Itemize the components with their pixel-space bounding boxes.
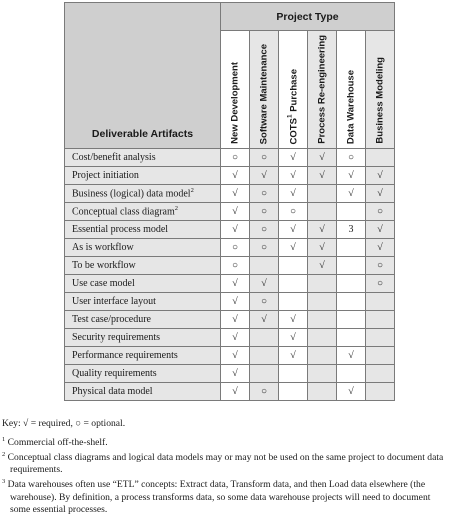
table-cell: ○ xyxy=(221,149,250,167)
table-cell xyxy=(279,383,308,401)
table-cell: √ xyxy=(279,347,308,365)
table-cell xyxy=(308,311,337,329)
row-label: Project initiation xyxy=(65,167,221,185)
table-cell: √ xyxy=(337,383,366,401)
row-label: Performance requirements xyxy=(65,347,221,365)
table-cell xyxy=(308,293,337,311)
table-cell xyxy=(279,275,308,293)
table-cell: ○ xyxy=(250,293,279,311)
table-row xyxy=(65,203,395,221)
table-cell: √ xyxy=(250,311,279,329)
table-cell xyxy=(366,365,395,383)
table-row xyxy=(65,311,395,329)
table-cell xyxy=(366,149,395,167)
table-row xyxy=(65,257,395,275)
table-cell xyxy=(337,239,366,257)
table-cell xyxy=(366,293,395,311)
row-label: As is workflow xyxy=(65,239,221,257)
table-cell: √ xyxy=(221,203,250,221)
table-cell: √ xyxy=(337,347,366,365)
table-cell: ○ xyxy=(337,149,366,167)
footnote-2: $^2$ Conceptual class diagrams and logical data models may or may not be used on the same project to document data requirements. xyxy=(2,451,444,476)
table-row xyxy=(65,293,395,311)
table-cell: √ xyxy=(337,185,366,203)
table-cell xyxy=(337,329,366,347)
table-cell: √ xyxy=(279,239,308,257)
row-label: Use case model xyxy=(65,275,221,293)
table-cell: √ xyxy=(279,329,308,347)
column-header-business-modeling: Business Modeling xyxy=(366,31,395,149)
table-cell: √ xyxy=(221,185,250,203)
notes xyxy=(2,418,452,516)
table-cell: √ xyxy=(279,311,308,329)
row-label: Test case/procedure xyxy=(65,311,221,329)
table-cell: √ xyxy=(221,329,250,347)
table-cell xyxy=(366,347,395,365)
table-cell: √ xyxy=(337,167,366,185)
table-cell xyxy=(308,383,337,401)
table-cell: √ xyxy=(279,185,308,203)
table-cell: √ xyxy=(308,167,337,185)
table-cell: √ xyxy=(366,167,395,185)
table-cell: ○ xyxy=(279,203,308,221)
deliverables-table xyxy=(64,2,395,401)
row-label: Security requirements xyxy=(65,329,221,347)
row-label: Essential process model xyxy=(65,221,221,239)
table-cell xyxy=(366,383,395,401)
table-cell: √ xyxy=(366,185,395,203)
table-cell xyxy=(250,329,279,347)
table-cell: √ xyxy=(308,221,337,239)
row-label: To be workflow xyxy=(65,257,221,275)
table-cell: √ xyxy=(279,167,308,185)
table-cell: √ xyxy=(221,347,250,365)
table-cell: √ xyxy=(250,275,279,293)
table-row xyxy=(65,347,395,365)
table-cell xyxy=(337,275,366,293)
table-cell: ○ xyxy=(221,257,250,275)
table-cell xyxy=(337,311,366,329)
table-cell xyxy=(337,203,366,221)
table-cell xyxy=(337,257,366,275)
table-cell xyxy=(250,257,279,275)
table-cell xyxy=(250,347,279,365)
table-cell: √ xyxy=(221,365,250,383)
column-header-process-reengineering: Process Re-engineering xyxy=(308,31,337,149)
table-row xyxy=(65,149,395,167)
table-row xyxy=(65,275,395,293)
table-cell xyxy=(308,185,337,203)
table-row xyxy=(65,383,395,401)
table-cell xyxy=(337,293,366,311)
column-header-data-warehouse: Data Warehouse xyxy=(337,31,366,149)
table-cell xyxy=(308,365,337,383)
table-row xyxy=(65,221,395,239)
table-cell xyxy=(279,365,308,383)
table-cell xyxy=(279,257,308,275)
table-cell: ○ xyxy=(366,257,395,275)
table-cell xyxy=(279,293,308,311)
table-cell: √ xyxy=(308,257,337,275)
table-cell: √ xyxy=(221,221,250,239)
table-cell: √ xyxy=(221,383,250,401)
table-cell: 3 xyxy=(337,221,366,239)
table-cell: √ xyxy=(366,239,395,257)
table-cell xyxy=(250,365,279,383)
row-header-deliverable-artifacts: Deliverable Artifacts xyxy=(65,3,221,149)
row-label: User interface layout xyxy=(65,293,221,311)
table-cell: √ xyxy=(308,239,337,257)
row-label: Physical data model xyxy=(65,383,221,401)
table-cell: ○ xyxy=(250,203,279,221)
row-label: Business (logical) data model$^2$ xyxy=(65,185,221,203)
key-legend: Key: √ = required, ○ = optional. xyxy=(2,418,126,429)
table-cell: √ xyxy=(308,149,337,167)
table-cell: √ xyxy=(221,293,250,311)
table-cell xyxy=(366,311,395,329)
table-row xyxy=(65,185,395,203)
table-cell: √ xyxy=(366,221,395,239)
row-label: Conceptual class diagram$^2$ xyxy=(65,203,221,221)
table-cell: ○ xyxy=(250,185,279,203)
table-cell: ○ xyxy=(250,383,279,401)
table-cell xyxy=(308,275,337,293)
table-cell: √ xyxy=(221,275,250,293)
table-cell: √ xyxy=(221,311,250,329)
table-cell: √ xyxy=(221,167,250,185)
footnote-3: $^3$ Data warehouses often use “ETL” concepts: Extract data, Transform data, and then Load data elsewhere (the warehouse). By definition, a process transforms data, so some data warehouse projects will need to document some essential processes. xyxy=(2,478,431,515)
table-cell xyxy=(366,329,395,347)
table-cell: √ xyxy=(279,149,308,167)
column-header-new-development: New Development xyxy=(221,31,250,149)
table-row xyxy=(65,365,395,383)
column-header-software-maintenance: Software Maintenance xyxy=(250,31,279,149)
table-cell: ○ xyxy=(366,203,395,221)
table-cell: √ xyxy=(250,167,279,185)
table-cell: ○ xyxy=(250,149,279,167)
table-cell: ○ xyxy=(221,239,250,257)
row-label: Cost/benefit analysis xyxy=(65,149,221,167)
column-header-cots-purchase: COTS$^1$ Purchase xyxy=(279,31,308,149)
table-cell xyxy=(308,347,337,365)
table-cell: ○ xyxy=(250,221,279,239)
column-group-header-project-type: Project Type xyxy=(221,3,395,31)
table-row xyxy=(65,239,395,257)
table-cell xyxy=(337,365,366,383)
footnote-1: $^1$ Commercial off-the-shelf. xyxy=(2,436,108,449)
table-cell: ○ xyxy=(366,275,395,293)
table-cell: ○ xyxy=(250,239,279,257)
table-row xyxy=(65,167,395,185)
row-label: Quality requirements xyxy=(65,365,221,383)
table-cell: √ xyxy=(279,221,308,239)
table-cell xyxy=(308,329,337,347)
table-cell xyxy=(308,203,337,221)
table-row xyxy=(65,329,395,347)
